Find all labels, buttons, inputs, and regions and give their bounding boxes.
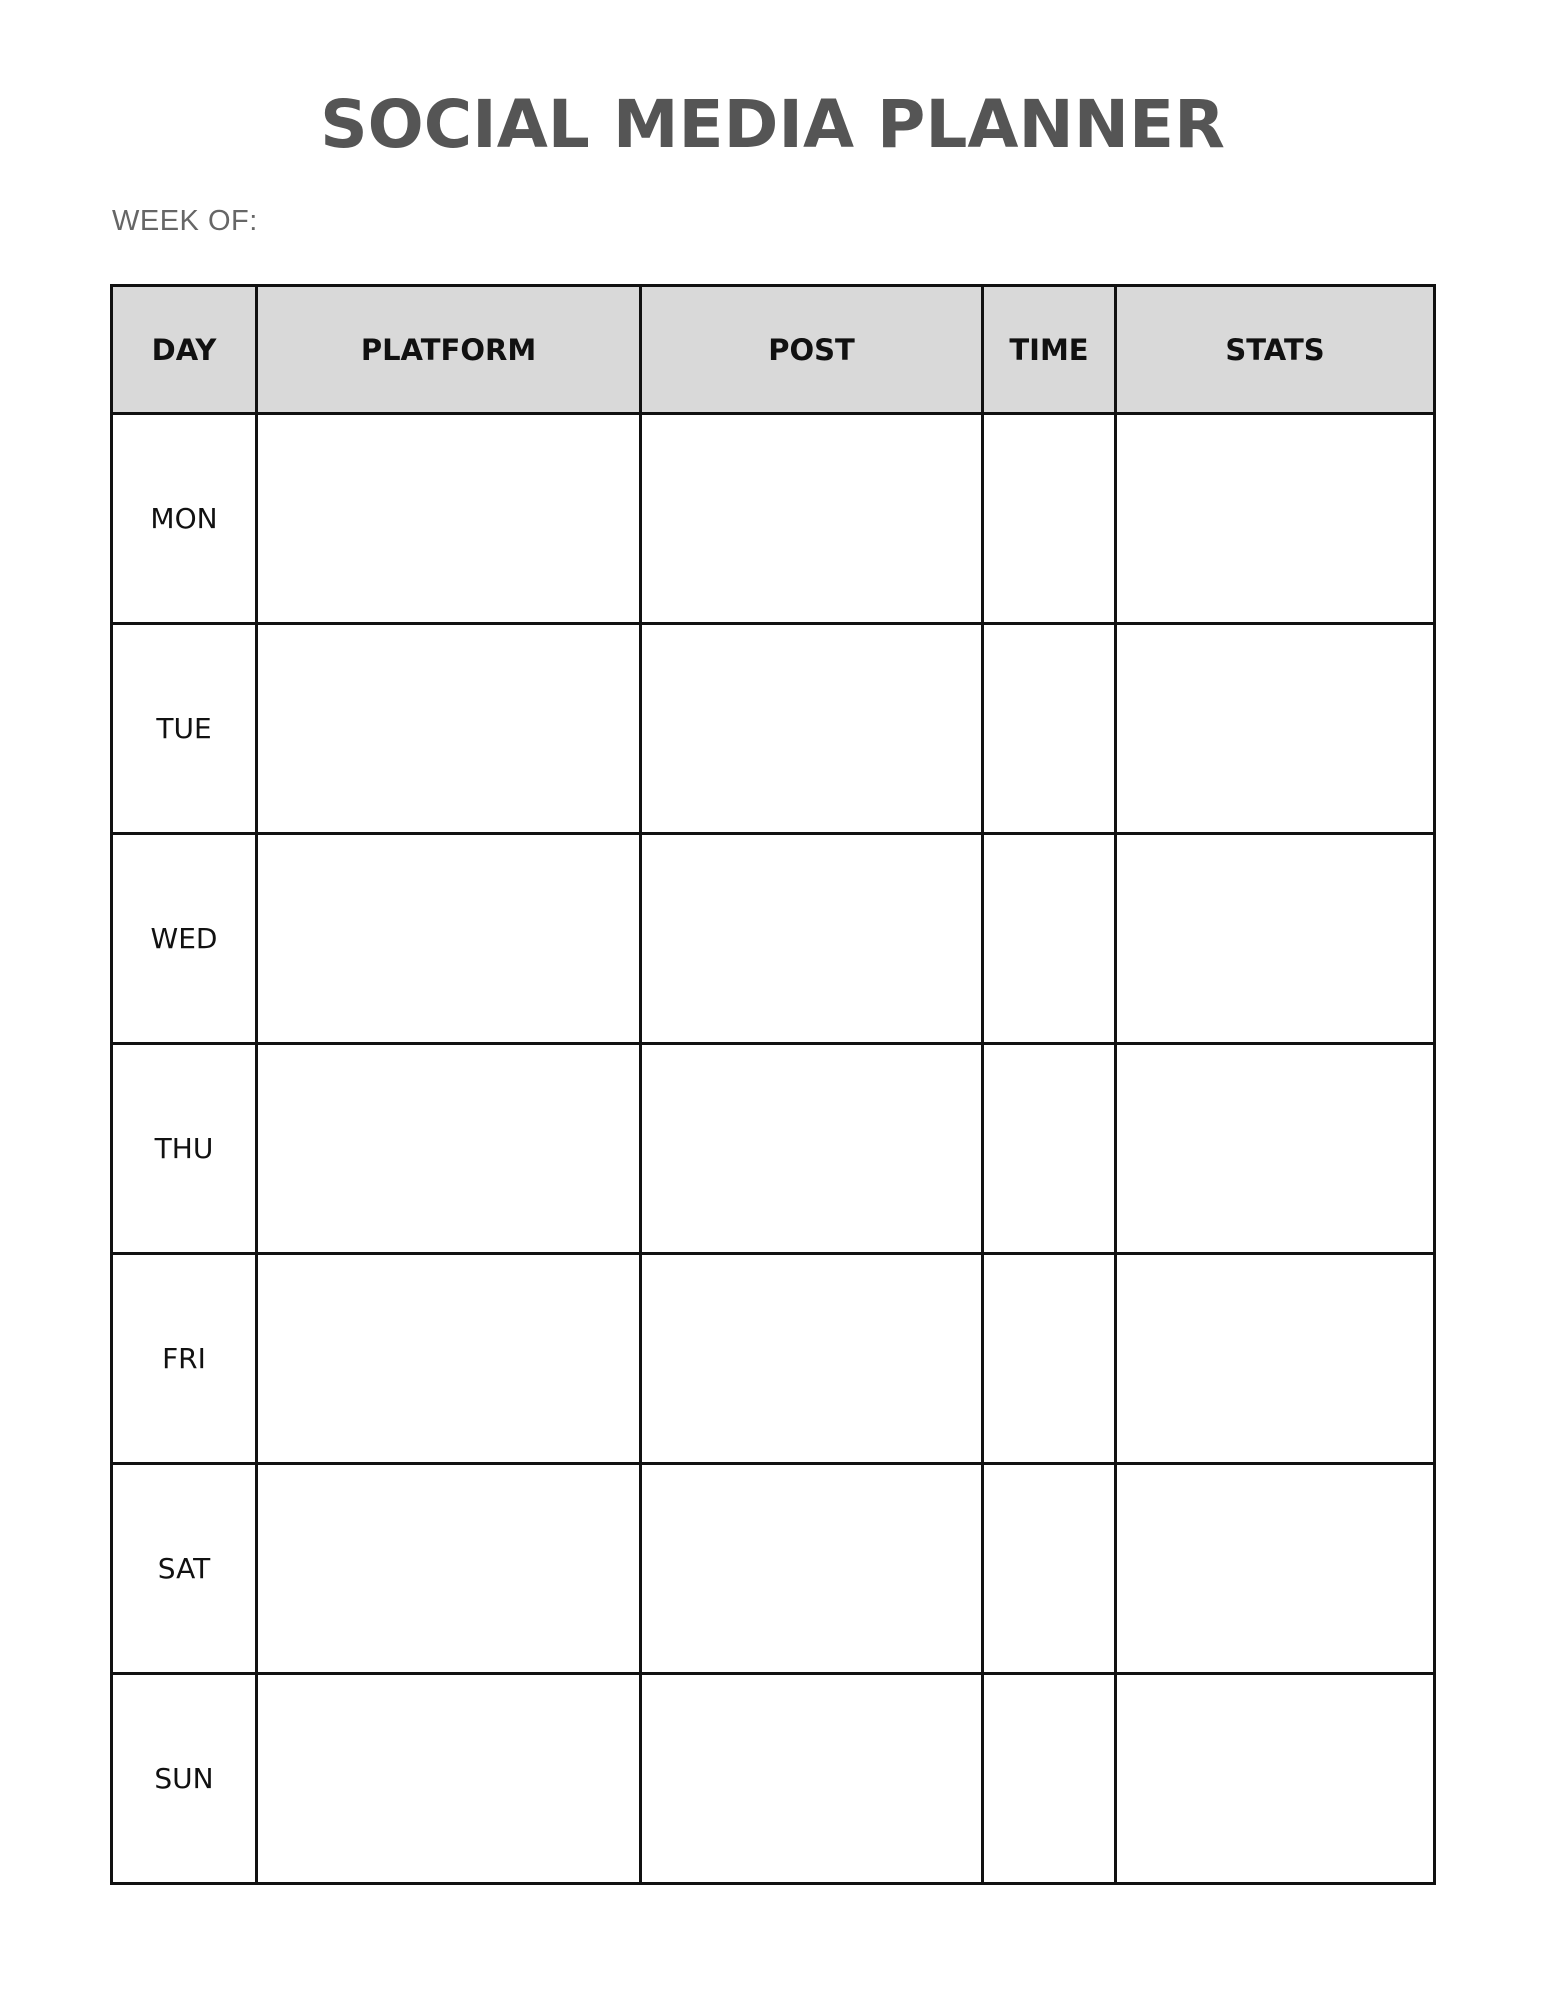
table-row — [112, 1464, 1435, 1674]
platform-cell[interactable] — [257, 1254, 641, 1464]
day-cell: MON — [112, 414, 257, 624]
platform-cell[interactable] — [257, 1674, 641, 1884]
table-row — [112, 1674, 1435, 1884]
column-header-time: TIME — [983, 286, 1116, 414]
column-header-stats: STATS — [1116, 286, 1435, 414]
stats-cell[interactable] — [1116, 1044, 1435, 1254]
stats-cell[interactable] — [1116, 1464, 1435, 1674]
day-cell: THU — [112, 1044, 257, 1254]
day-cell: SAT — [112, 1464, 257, 1674]
column-header-platform: PLATFORM — [257, 286, 641, 414]
table-row — [112, 624, 1435, 834]
table-row — [112, 1254, 1435, 1464]
column-header-post: POST — [641, 286, 983, 414]
time-cell[interactable] — [983, 1044, 1116, 1254]
post-cell[interactable] — [641, 1254, 983, 1464]
post-cell[interactable] — [641, 624, 983, 834]
time-cell[interactable] — [983, 1674, 1116, 1884]
column-header-day: DAY — [112, 286, 257, 414]
day-cell: WED — [112, 834, 257, 1044]
table-row — [112, 1044, 1435, 1254]
week-of-label: WEEK OF: — [112, 205, 258, 237]
table-row — [112, 834, 1435, 1044]
header-row — [112, 286, 1435, 414]
time-cell[interactable] — [983, 834, 1116, 1044]
post-cell[interactable] — [641, 834, 983, 1044]
post-cell[interactable] — [641, 414, 983, 624]
time-cell[interactable] — [983, 1254, 1116, 1464]
stats-cell[interactable] — [1116, 624, 1435, 834]
stats-cell[interactable] — [1116, 414, 1435, 624]
time-cell[interactable] — [983, 414, 1116, 624]
planner-table — [110, 284, 1436, 1885]
time-cell[interactable] — [983, 1464, 1116, 1674]
post-cell[interactable] — [641, 1464, 983, 1674]
stats-cell[interactable] — [1116, 1254, 1435, 1464]
post-cell[interactable] — [641, 1044, 983, 1254]
day-cell: SUN — [112, 1674, 257, 1884]
time-cell[interactable] — [983, 624, 1116, 834]
stats-cell[interactable] — [1116, 1674, 1435, 1884]
platform-cell[interactable] — [257, 1044, 641, 1254]
page-title: SOCIAL MEDIA PLANNER — [320, 86, 1225, 163]
platform-cell[interactable] — [257, 834, 641, 1044]
stats-cell[interactable] — [1116, 834, 1435, 1044]
table-row — [112, 414, 1435, 624]
day-cell: FRI — [112, 1254, 257, 1464]
platform-cell[interactable] — [257, 414, 641, 624]
day-cell: TUE — [112, 624, 257, 834]
platform-cell[interactable] — [257, 1464, 641, 1674]
post-cell[interactable] — [641, 1674, 983, 1884]
platform-cell[interactable] — [257, 624, 641, 834]
